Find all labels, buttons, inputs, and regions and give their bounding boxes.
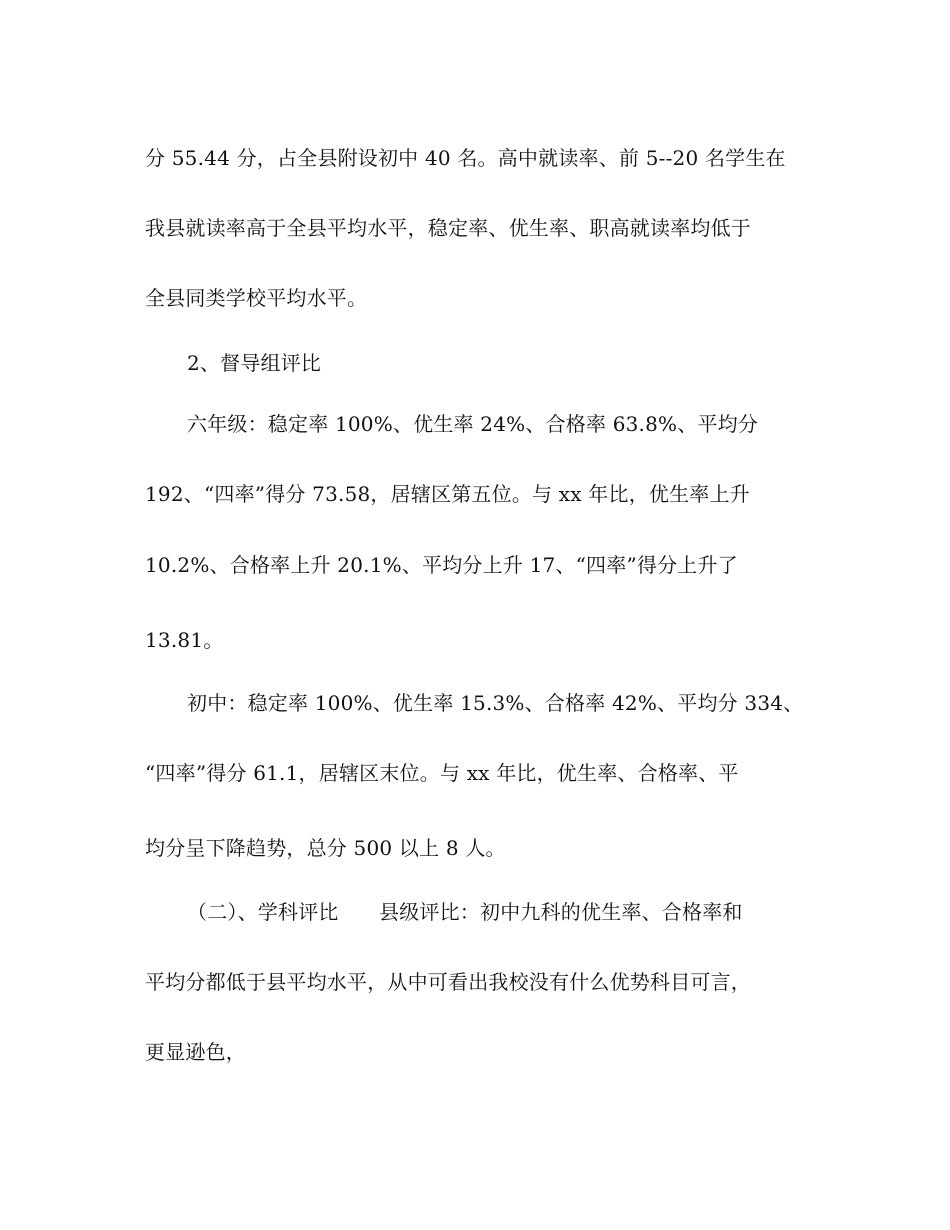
section-heading: （二）、学科评比 县级评比：初中九科的优生率、合格率和 bbox=[187, 900, 743, 924]
text-line: “四率”得分 61.1，居辖区末位。与 xx 年比，优生率、合格率、平 bbox=[145, 761, 739, 785]
text-line: 我县就读率高于全县平均水平，稳定率、优生率、职高就读率均低于 bbox=[145, 216, 751, 240]
text-line: 10.2%、合格率上升 20.1%、平均分上升 17、“四率”得分上升了 bbox=[145, 553, 738, 577]
text-line: 六年级：稳定率 100%、优生率 24%、合格率 63.8%、平均分 bbox=[187, 412, 759, 436]
section-heading: 2、督导组评比 bbox=[187, 351, 322, 375]
text-line: 192、“四率”得分 73.58，居辖区第五位。与 xx 年比，优生率上升 bbox=[145, 482, 750, 506]
text-line: 全县同类学校平均水平。 bbox=[145, 286, 368, 310]
text-line: 分 55.44 分，占全县附设初中 40 名。高中就读率、前 5--20 名学生在 bbox=[145, 146, 786, 170]
text-line: 平均分都低于县平均水平，从中可看出我校没有什么优势科目可言， bbox=[145, 970, 751, 994]
text-line: 初中：稳定率 100%、优生率 15.3%、合格率 42%、平均分 334、 bbox=[187, 691, 804, 715]
text-line: 13.81。 bbox=[145, 628, 224, 652]
text-line: 更显逊色， bbox=[145, 1040, 246, 1064]
text-line: 均分呈下降趋势，总分 500 以上 8 人。 bbox=[145, 836, 506, 860]
